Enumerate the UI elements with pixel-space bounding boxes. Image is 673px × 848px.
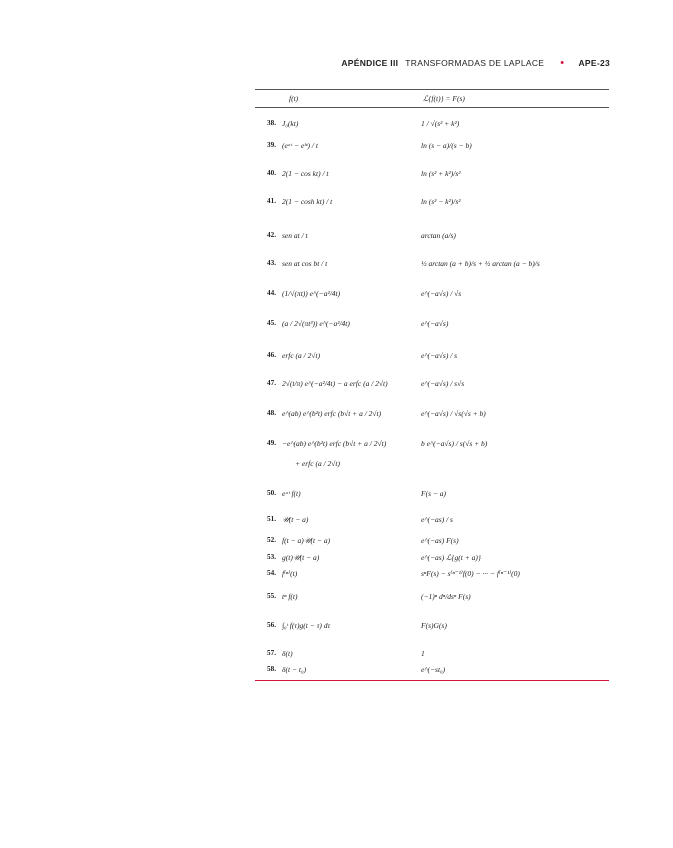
time-function: (eᵃᵗ − eᵇᵗ) / t [282,141,318,150]
time-function: erfc (a / 2√t) [282,351,321,360]
laplace-transform: e^(−a√s) / √s(√s + b) [421,409,486,418]
laplace-transform: ln (s − a)/(s − b) [421,141,472,150]
entry-number: 40. [267,169,276,177]
laplace-table [255,89,609,681]
appendix-label: APÉNDICE III [341,58,399,68]
laplace-transform: ln (s² + k²)/s² [421,169,461,178]
laplace-transform: F(s)G(s) [421,621,447,630]
entry-number: 53. [267,553,276,561]
time-function: 2√(t/π) e^(−a²/4t) − a erfc (a / 2√t) [282,379,388,388]
entry-number: 49. [267,439,276,447]
time-function: (1/√(πt)) e^(−a²/4t) [282,289,341,298]
time-function: 2(1 − cos kt) / t [282,169,329,178]
time-function: J₀(kt) [282,119,299,128]
laplace-transform: 1 / √(s² + k²) [421,119,460,128]
table-top-rule [255,89,609,90]
entry-number: 50. [267,489,276,497]
entry-number: 47. [267,379,276,387]
entry-number: 42. [267,231,276,239]
entry-number: 45. [267,319,276,327]
laplace-transform: e^(−a√s) / s [421,351,458,360]
entry-number: 54. [267,569,276,577]
entry-number: 52. [267,536,276,544]
time-function: f(t − a)𝒰(t − a) [282,536,331,545]
time-function: e^(ab) e^(b²t) erfc (b√t + a / 2√t) [282,409,382,418]
entry-number: 51. [267,515,276,523]
time-function: tⁿ f(t) [282,592,298,601]
entry-number: 58. [267,665,276,673]
laplace-transform: e^(−as) / s [421,515,453,524]
entry-number: 48. [267,409,276,417]
entry-number: 57. [267,649,276,657]
running-header [341,58,610,68]
time-function: sen at cos bt / t [282,259,328,268]
time-function: −e^(ab) e^(b²t) erfc (b√t + a / 2√t) [282,439,387,448]
laplace-transform: e^(−a√s) [421,319,449,328]
table-bottom-rule [255,680,609,681]
page-number: APE-23 [578,58,610,68]
bullet-icon: • [560,57,565,69]
entry-number: 43. [267,259,276,267]
laplace-transform: e^(−a√s) / √s [421,289,462,298]
time-function: g(t)𝒰(t − a) [282,553,320,562]
laplace-transform: e^(−as) F(s) [421,536,459,545]
table-header-rule [255,107,609,108]
laplace-transform: e^(−as) ℒ{g(t + a)} [421,553,481,562]
laplace-transform: ln (s² − k²)/s² [421,197,461,206]
entry-number: 38. [267,119,276,127]
time-function: 𝒰(t − a) [282,515,309,524]
laplace-transform: ½ arctan (a + b)/s + ½ arctan (a − b)/s [421,259,540,268]
laplace-transform: (−1)ⁿ dⁿ/dsⁿ F(s) [421,592,471,601]
entry-number: 44. [267,289,276,297]
time-function: ∫₀ᵗ f(τ)g(t − τ) dτ [282,621,331,630]
laplace-transform: F(s − a) [421,489,447,498]
laplace-transform: sⁿF(s) − s⁽ⁿ⁻¹⁾f(0) − ··· − f⁽ⁿ⁻¹⁾(0) [421,569,520,578]
section-title: TRANSFORMADAS DE LAPLACE [405,58,545,68]
entry-number: 46. [267,351,276,359]
column-header-Fs: ℒ{f(t)} = F(s) [423,94,465,103]
entry-number: 41. [267,197,276,205]
time-function: f⁽ⁿ⁾(t) [282,569,298,578]
laplace-transform: arctan (a/s) [421,231,456,240]
entry-number: 56. [267,621,276,629]
entry-number: 39. [267,141,276,149]
laplace-transform: 1 [421,649,425,658]
laplace-transform: b e^(−a√s) / s(√s + b) [421,439,488,448]
laplace-transform: e^(−st₀) [421,665,446,674]
laplace-transform: e^(−a√s) / s√s [421,379,465,388]
time-function: (a / 2√(πt³)) e^(−a²/4t) [282,319,350,328]
time-function: δ(t − t₀) [282,665,307,674]
column-header-ft: f(t) [289,94,299,103]
time-function: δ(t) [282,649,293,658]
time-function: eᵃᵗ f(t) [282,489,301,498]
time-function: 2(1 − cosh kt) / t [282,197,333,206]
entry-number: 55. [267,592,276,600]
time-function-continuation: + erfc (a / 2√t) [295,459,340,468]
time-function: sen at / t [282,231,308,240]
